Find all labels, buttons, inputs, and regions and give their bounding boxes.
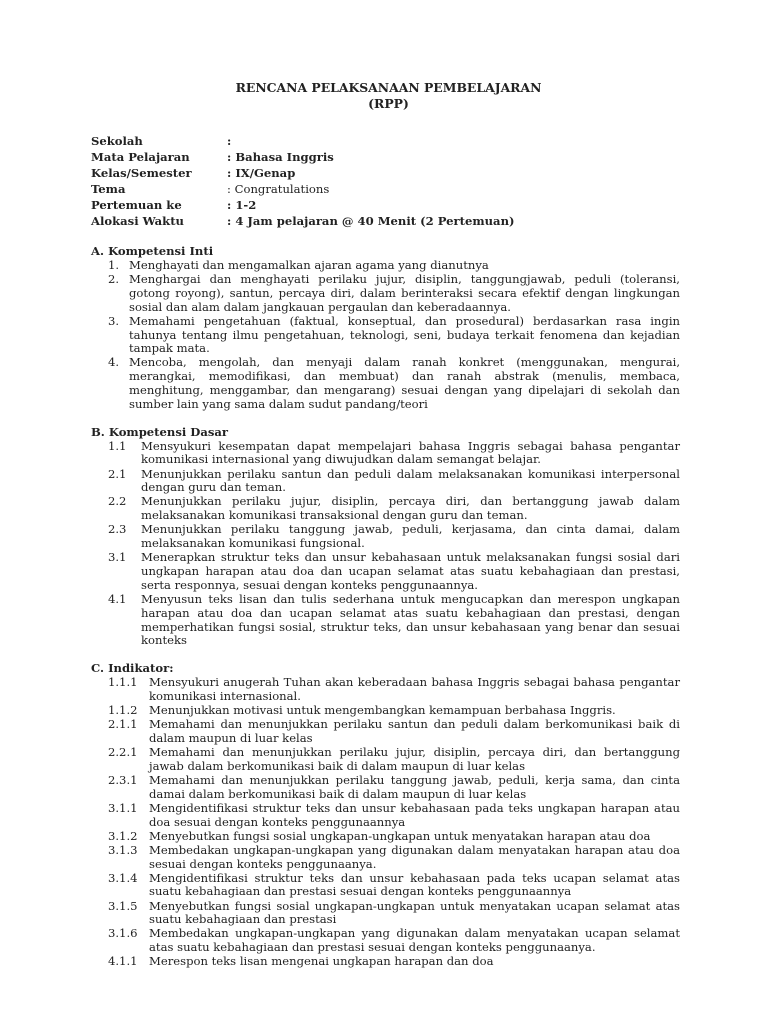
section-b-title: B. Kompetensi Dasar [91,424,229,439]
list-item-number: 4.1 [108,591,127,606]
list-item-text: Menghayati dan mengamalkan ajaran agama yang dianutnya [129,258,489,272]
list-item-number: 2.1 [108,466,127,481]
list-item-number: 2.3.1 [108,772,138,787]
list-item-text: Membedakan ungkapan-ungkapan yang digunakan dalam menyatakan ucapan selamat atas suatu kebahagiaan dan prestasi sesuai dengan konteks penggunaanya. [149,926,680,955]
indikator-list [91,676,680,969]
kompetensi-dasar-item [91,551,680,592]
list-item-text: Mencoba, mengolah, dan menyaji dalam ranah konkret (menggunakan, mengurai, merangkai, memodifikasi, dan membuat) dan ranah abstrak (menulis, membaca, menghitung, menggambar, dan mengarang) sesuai dengan yang dipelajari di sekolah dan sumber lain yang sama dalam sudut pandang/teori [129,355,680,411]
list-item-number: 3.1.3 [108,842,138,857]
kompetensi-dasar-item [91,523,680,551]
list-item-number: 3.1.2 [108,828,138,843]
list-item-number: 3.1 [108,550,127,565]
kompetensi-dasar-item [91,593,680,648]
list-item-number: 2.1.1 [108,717,138,732]
identity-label: Pertemuan ke [91,198,182,212]
list-item-number: 3.1.4 [108,870,138,885]
list-item-number: 2.3 [108,522,127,537]
identity-label: Mata Pelajaran [91,150,190,164]
identity-value: : [227,134,232,148]
kompetensi-inti-item [91,356,680,411]
kompetensi-inti-item [91,273,680,314]
list-item-number: 1.1.2 [108,702,138,717]
list-item-text: Merespon teks lisan mengenai ungkapan harapan dan doa [149,954,494,969]
indikator-item [91,927,680,955]
identity-value: : Bahasa Inggris [227,150,334,164]
identity-row [91,165,680,181]
indikator-item [91,955,680,969]
list-item-text: Menerapkan struktur teks dan unsur kebahasaan untuk melaksanakan fungsi sosial dari ungkapan harapan atau doa dan ucapan selamat atas suatu kebahagiaan dan prestasi, serta responnya, sesuai dengan konteks penggunaannya. [141,550,680,592]
indikator-item [91,830,680,844]
section-a-title: A. Kompetensi Inti [91,244,214,258]
list-item-number: 2.2 [108,494,127,509]
list-item-text: Mengidentifikasi struktur teks dan unsur kebahasaan pada teks ucapan selamat atas suatu kebahagiaan dan prestasi sesuai dengan konteks penggunaannya [149,870,680,899]
identity-label: Kelas/Semester [91,166,192,180]
kompetensi-inti-list [91,259,680,412]
indikator-item [91,900,680,928]
list-item-text: Mensyukuri kesempatan dapat mempelajari bahasa Inggris sebagai bahasa pengantar komunikasi internasional yang diwujudkan dalam semangat belajar. [141,438,680,467]
kompetensi-inti-item [91,315,680,356]
document-heading [97,80,680,112]
list-item-number: 3.1.5 [108,898,138,913]
document-title: RENCANA PELAKSANAAN PEMBELAJARAN [235,80,542,95]
identity-label: Alokasi Waktu [91,214,184,228]
kompetensi-dasar-item [91,495,680,523]
list-item-text: Menunjukkan motivasi untuk mengembangkan kemampuan berbahasa Inggris. [149,702,616,717]
indikator-item [91,872,680,900]
identity-table [91,133,680,229]
list-item-text: Menunjukkan perilaku santun dan peduli dalam melaksanakan komunikasi interpersonal dengan guru dan teman. [141,466,680,495]
list-item-text: Memahami dan menunjukkan perilaku santun dan peduli dalam berkomunikasi baik di dalam maupun di luar kelas [149,717,680,745]
list-item-number: 3.1.1 [108,800,138,815]
list-item-number: 4. [108,355,120,370]
list-item-text: Memahami dan menunjukkan perilaku tanggung jawab, peduli, kerja sama, dan cinta damai dalam berkomunikasi baik di dalam maupun di luar kelas [149,772,680,801]
indikator-item [91,774,680,802]
indikator-item [91,676,680,704]
list-item-number: 1.1 [108,438,127,453]
kompetensi-dasar-item [91,440,680,468]
identity-value: : 1-2 [227,198,257,212]
list-item-number: 3.1.6 [108,926,138,941]
kompetensi-inti-item [91,259,680,273]
list-item-text: Menunjukkan perilaku tanggung jawab, peduli, kerjasama, dan cinta damai, dalam melaksanakan komunikasi fungsional. [141,522,680,551]
kompetensi-dasar-item [91,468,680,496]
list-item-text: Mengidentifikasi struktur teks dan unsur kebahasaan pada teks ungkapan harapan atau doa sesuai dengan konteks penggunaannya [149,800,680,829]
kompetensi-dasar-list [91,440,680,648]
identity-value: : Congratulations [227,182,330,196]
indikator-item [91,718,680,746]
list-item-number: 1. [108,258,120,272]
indikator-item [91,704,680,718]
identity-value: : IX/Genap [227,166,296,180]
identity-row [91,197,680,213]
list-item-text: Membedakan ungkapan-ungkapan yang digunakan dalam menyatakan harapan atau doa sesuai dengan konteks penggunaanya. [149,842,680,871]
identity-row [91,149,680,165]
identity-label: Tema [91,182,126,196]
list-item-text: Menyebutkan fungsi sosial ungkapan-ungkapan untuk menyatakan harapan atau doa [149,828,651,843]
list-item-text: Menyusun teks lisan dan tulis sederhana untuk mengucapkan dan merespon ungkapan harapan atau doa dan ucapan selamat atas suatu kebahagiaan dan prestasi, dengan memperhatikan fungsi sosial, struktur teks, dan unsur kebahasaan yang benar dan sesuai konteks [141,591,680,648]
identity-row [91,213,680,229]
document-subtitle: (RPP) [368,96,409,111]
list-item-number: 3. [108,313,120,328]
list-item-text: Mensyukuri anugerah Tuhan akan keberadaan bahasa Inggris sebagai bahasa pengantar komunikasi internasional. [149,675,680,703]
list-item-text: Menyebutkan fungsi sosial ungkapan-ungkapan untuk menyatakan ucapan selamat atas suatu kebahagiaan dan prestasi [149,898,680,927]
identity-row [91,181,680,197]
identity-value: : 4 Jam pelajaran @ 40 Menit (2 Pertemuan) [227,214,515,228]
identity-row [91,133,680,149]
list-item-text: Menghargai dan menghayati perilaku jujur, disiplin, tanggungjawab, peduli (toleransi, gotong royong), santun, percaya diri, dalam berinteraksi secara efektif dengan lingkungan sosial dan alam dalam jangkauan pergaulan dan keberadaannya. [129,272,680,314]
list-item-number: 2.2.1 [108,744,138,759]
list-item-text: Menunjukkan perilaku jujur, disiplin, percaya diri, dan bertanggung jawab dalam melaksanakan komunikasi transaksional dengan guru dan teman. [141,494,680,523]
indikator-item [91,746,680,774]
list-item-text: Memahami dan menunjukkan perilaku jujur, disiplin, percaya diri, dan bertanggung jawab dalam berkomunikasi baik di dalam maupun di luar kelas [149,744,680,773]
section-c-title: C. Indikator: [91,661,174,676]
list-item-text: Memahami pengetahuan (faktual, konseptual, dan prosedural) berdasarkan rasa ingin tahunya tentang ilmu pengetahuan, teknologi, seni, budaya terkait fenomena dan kejadian tampak mata. [129,313,680,356]
list-item-number: 2. [108,272,120,287]
list-item-number: 1.1.1 [108,675,138,690]
list-item-number: 4.1.1 [108,954,138,969]
indikator-item [91,844,680,872]
identity-label: Sekolah [91,134,143,148]
indikator-item [91,802,680,830]
